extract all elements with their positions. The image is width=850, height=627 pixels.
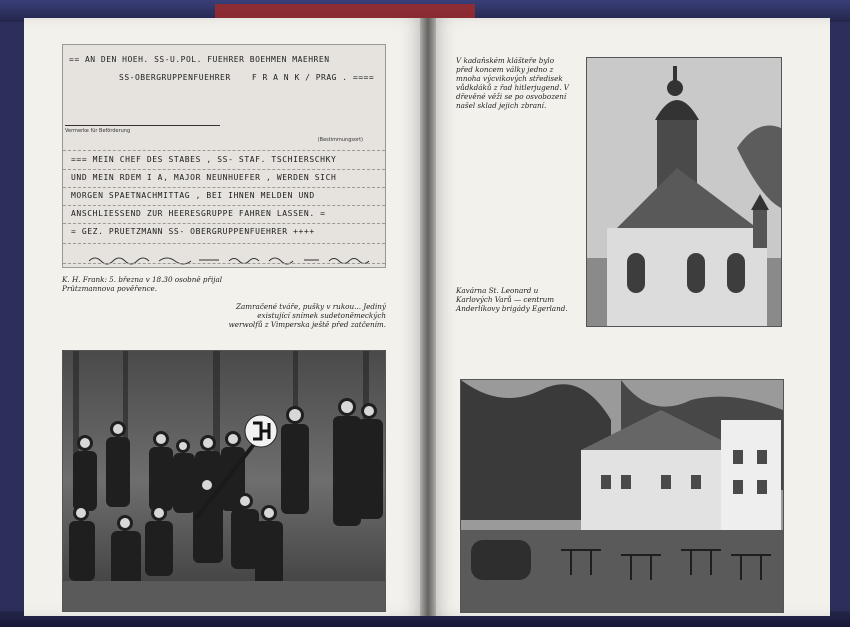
telegram-body-line: === MEIN CHEF DES STABES , SS- STAF. TSCHIERSCHKY	[71, 155, 337, 164]
caption-frank: K. H. Frank: 5. března v 18.30 osobně přijal Prützmannova pověřence.	[62, 275, 223, 293]
telegram-body-line: UND MEIN RDEM I A, MAJOR NEUNHUEFER , WERDEN SICH	[71, 173, 337, 182]
book-gutter	[420, 18, 436, 616]
telegram-header-line-2: SS-OBERGRUPPENFUEHRER F R A N K / PRAG . ====	[119, 73, 375, 82]
telegram-stamp: Vermerke für Beförderung	[65, 125, 220, 142]
telegram-body-line: ANSCHLIESSEND ZUR HEERESGRUPPE FAHREN LASSEN. =	[71, 209, 326, 218]
telegram-stamp-right: (Bestimmungsort)	[317, 137, 363, 143]
caption-werwolf: Zamračené tváře, pušky v rukou... Jediný existující snímek sudetoněmeckých werwolfů z Vimperska ještě před zatčením.	[228, 302, 386, 329]
telegram-body-line: = GEZ. PRUETZMANN SS- OBERGRUPPENFUEHRER ++++	[71, 227, 315, 236]
photo-st-leonard-cafe	[460, 379, 784, 613]
photo-kadan-monastery	[586, 57, 782, 327]
telegram-header-line-1: == AN DEN HOEH. SS-U.POL. FUEHRER BOEHMEN MAEHREN	[69, 55, 330, 64]
telegram-body-line: MORGEN SPAETNACHMITTAG , BEI IHNEN MELDEN UND	[71, 191, 315, 200]
caption-kadan: V kadaňském klášteře bylo před koncem války jedno z mnoha výcvikových středisek vůdkdáků z řad hitlerjugend. V dřevěné věži se po osvobození našel sklad jejich zbraní.	[456, 56, 569, 110]
photo-werwolf-group	[62, 350, 386, 612]
telegram-document	[62, 44, 386, 268]
book-bookmark-band	[215, 4, 475, 18]
caption-leonard: Kavárna St. Leonard u Karlových Varů — centrum Anderlíkovy brigády Egerland.	[456, 286, 568, 313]
